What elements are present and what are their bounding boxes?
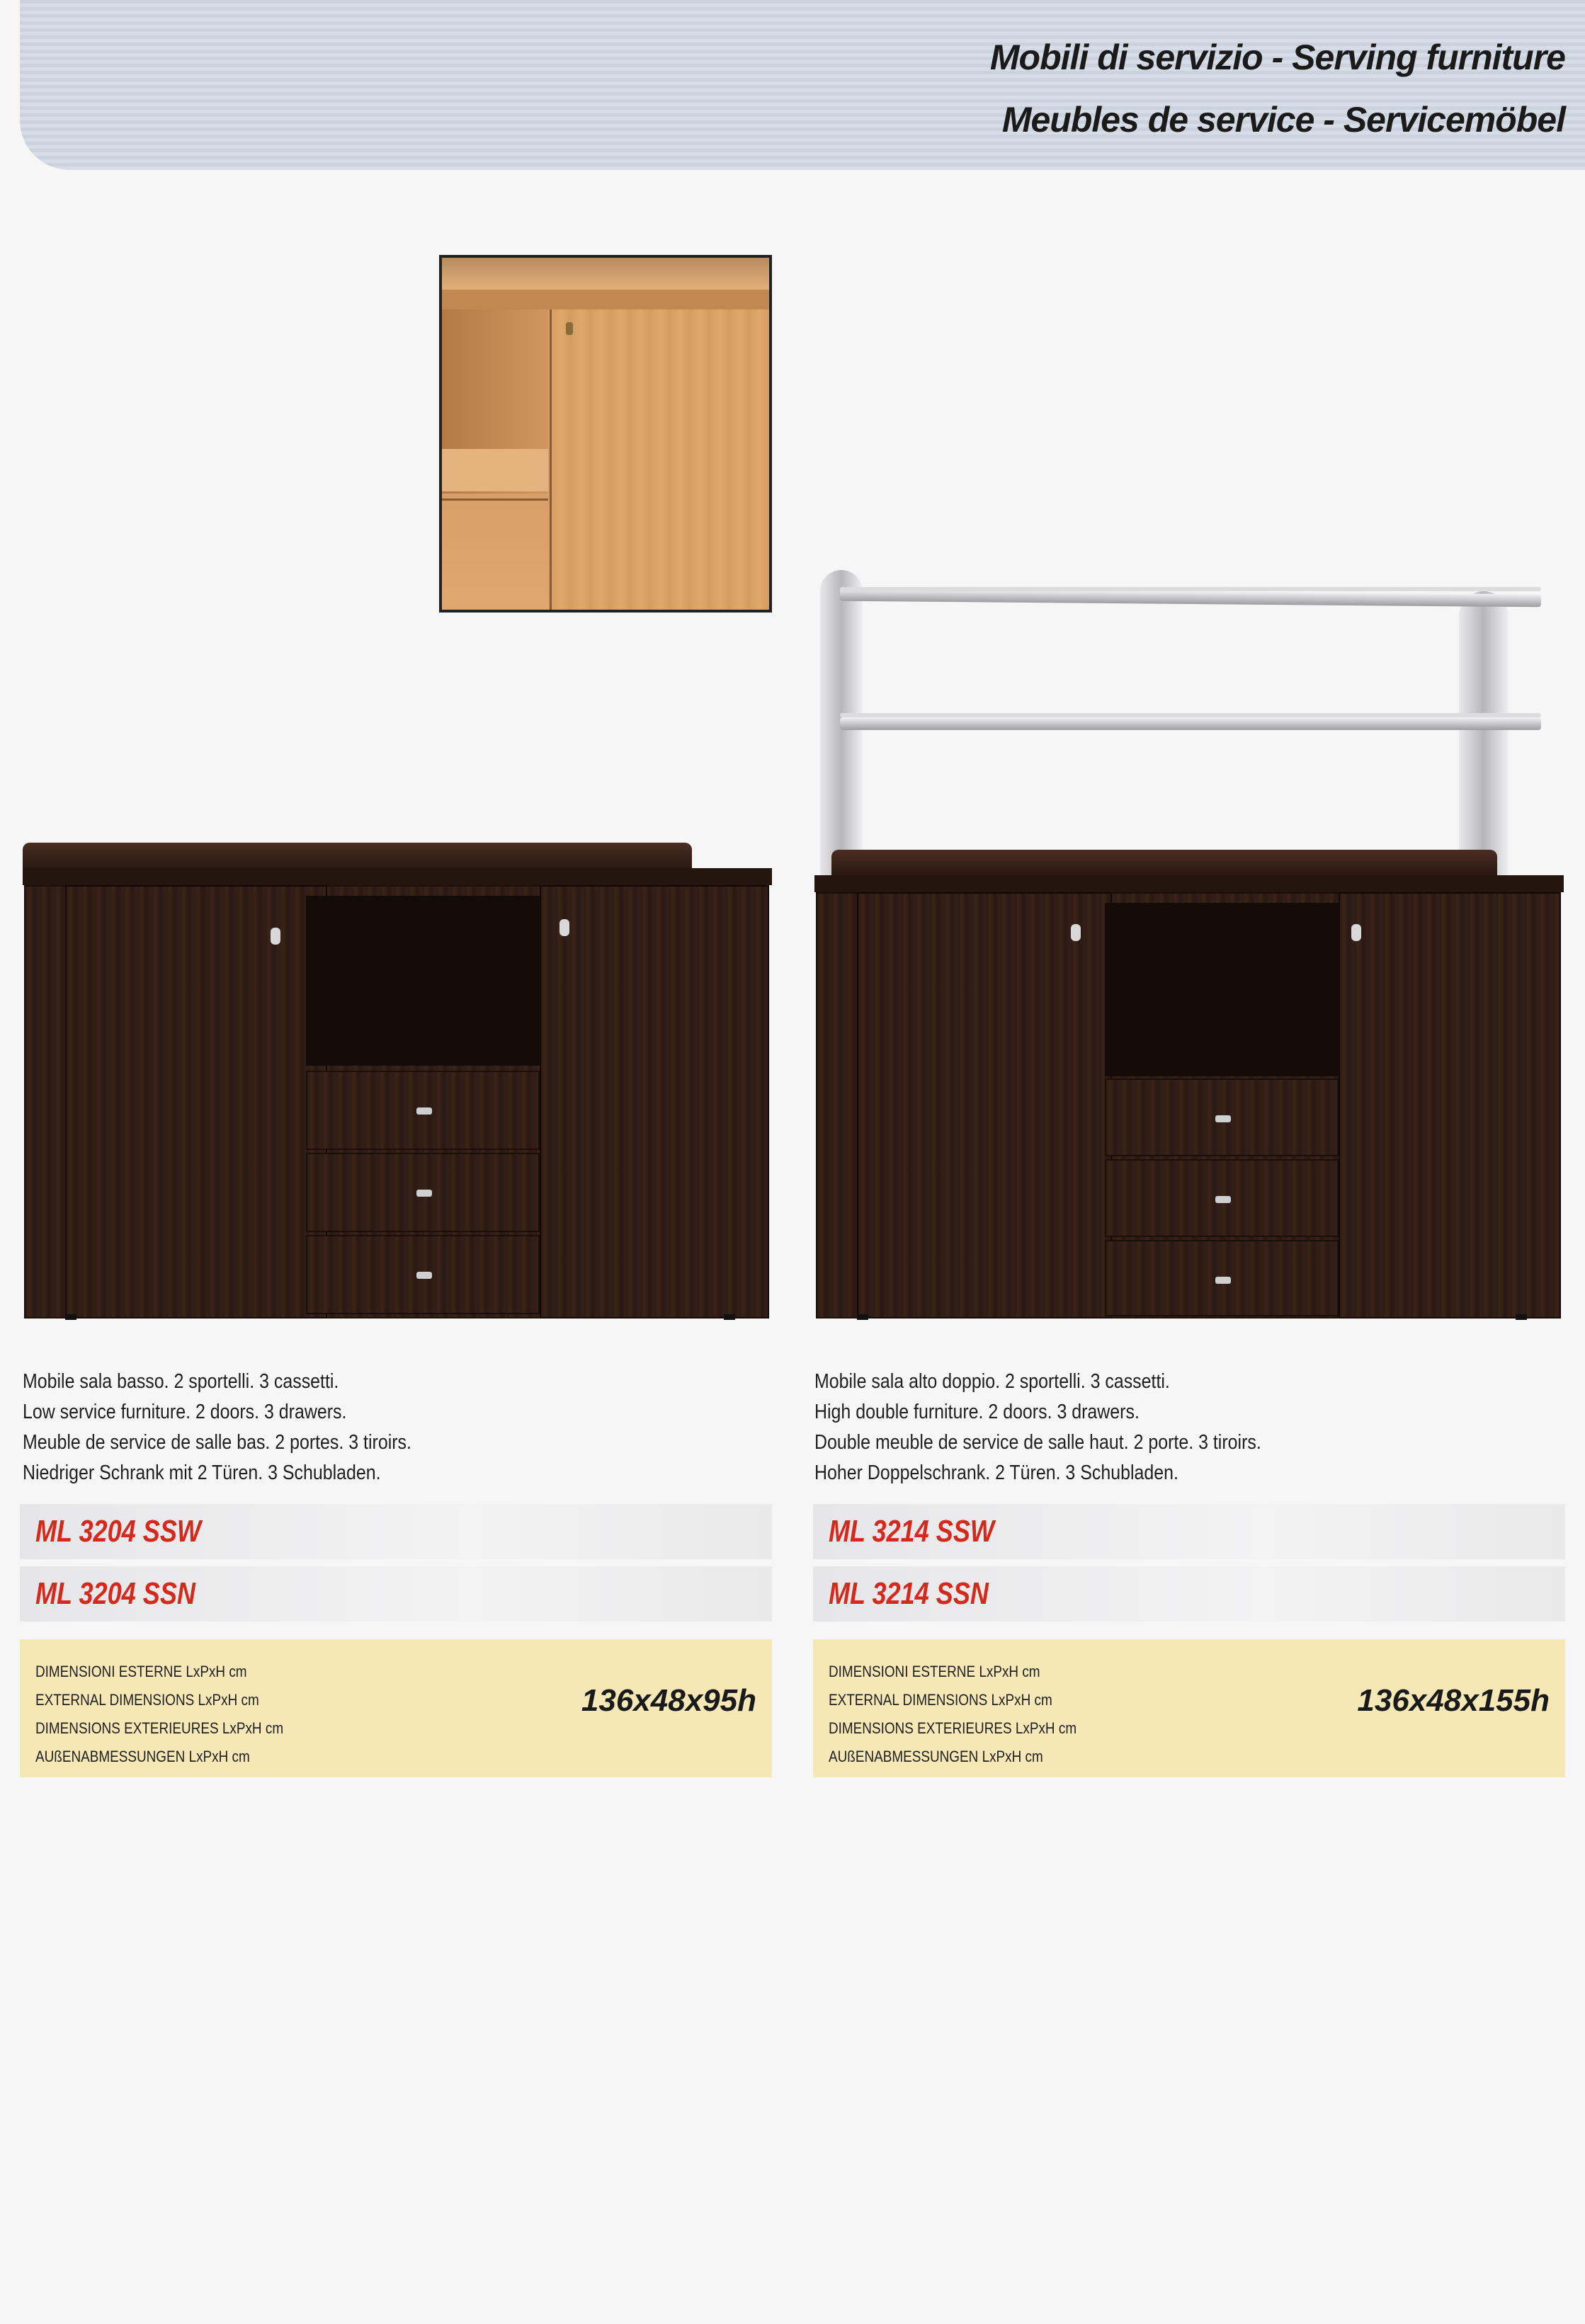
dimension-labels: DIMENSIONI ESTERNE LxPxH cm EXTERNAL DIMENSIONS LxPxH cm DIMENSIONS EXTERIEURES LxPxH cm AUßENABMESSUNGEN LxPxH cm bbox=[35, 1663, 284, 1765]
dimension-value: 136x48x155h bbox=[1357, 1683, 1550, 1718]
product-code: ML 3214 SSN bbox=[829, 1576, 989, 1611]
product-code: ML 3204 SSW bbox=[35, 1514, 201, 1549]
product-code: ML 3214 SSW bbox=[829, 1514, 994, 1549]
high-double-cabinet-image bbox=[814, 563, 1565, 1324]
description-de: Niedriger Schrank mit 2 Türen. 3 Schubladen. bbox=[23, 1462, 381, 1484]
dimension-labels: DIMENSIONI ESTERNE LxPxH cm EXTERNAL DIMENSIONS LxPxH cm DIMENSIONS EXTERIEURES LxPxH cm AUßENABMESSUNGEN LxPxH cm bbox=[829, 1663, 1077, 1765]
description-de: Hoher Doppelschrank. 2 Türen. 3 Schubladen. bbox=[814, 1462, 1178, 1484]
description-fr: Double meuble de service de salle haut. 2 porte. 3 tiroirs. bbox=[814, 1431, 1261, 1454]
product-description bbox=[814, 1367, 1261, 1488]
dimensions-box bbox=[20, 1639, 772, 1777]
description-en: High double furniture. 2 doors. 3 drawers. bbox=[814, 1401, 1140, 1423]
product-code-bar bbox=[20, 1566, 772, 1622]
product-description bbox=[23, 1367, 411, 1488]
product-code: ML 3204 SSN bbox=[35, 1576, 195, 1611]
description-it: Mobile sala basso. 2 sportelli. 3 cassetti. bbox=[23, 1370, 339, 1393]
product-code-bar bbox=[813, 1504, 1565, 1559]
product-code-bar bbox=[20, 1504, 772, 1559]
low-service-cabinet-image bbox=[23, 843, 773, 1324]
page-title: Mobili di servizio - Serving furniture bbox=[989, 38, 1565, 77]
page-subtitle: Meubles de service - Servicemöbel bbox=[1001, 100, 1565, 139]
header-band bbox=[20, 0, 1585, 170]
product-code-bar bbox=[813, 1566, 1565, 1622]
description-it: Mobile sala alto doppio. 2 sportelli. 3 cassetti. bbox=[814, 1370, 1170, 1393]
dimensions-box bbox=[813, 1639, 1565, 1777]
description-fr: Meuble de service de salle bas. 2 portes. 3 tiroirs. bbox=[23, 1431, 411, 1454]
dimension-value: 136x48x95h bbox=[581, 1683, 756, 1718]
wood-finish-swatch-image bbox=[439, 255, 772, 613]
description-en: Low service furniture. 2 doors. 3 drawers. bbox=[23, 1401, 347, 1423]
